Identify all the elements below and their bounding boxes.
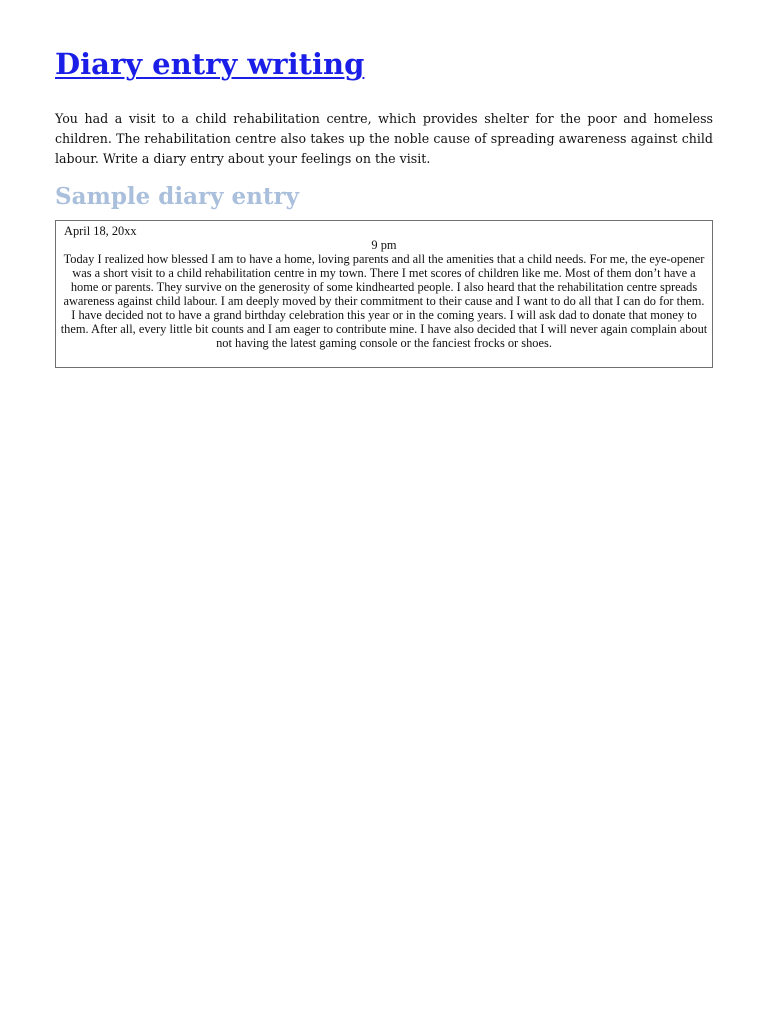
writing-prompt: You had a visit to a child rehabilitation centre, which provides shelter for the poor and homeless children. The rehabilitation centre also takes up the noble cause of spreading awareness against child labour. Write a diary entry about your feelings on the visit. — [55, 111, 713, 166]
diary-date: April 18, 20xx — [64, 224, 137, 238]
section-heading-sample: Sample diary entry — [55, 183, 299, 210]
page-title[interactable]: Diary entry writing — [55, 47, 365, 81]
diary-entry-box — [55, 220, 713, 368]
diary-body-text: Today I realized how blessed I am to have a home, loving parents and all the amenities that a child needs. For me, the eye-opener was a short visit to a child rehabilitation centre in my town. There I met scores of children like me. Most of them don’t have a home or parents. They survive on the generosity of some kindhearted people. I also heard that the rehabilitation centre spreads awareness against child labour. I am deeply moved by their commitment to their cause and I want to do all that I can do for them. I have decided not to have a grand birthday celebration this year or in the coming years. I will ask dad to donate that money to them. After all, every little bit counts and I am eager to contribute mine. I have also decided that I will never again complain about not having the latest gaming console or the fanciest frocks or shoes. — [60, 252, 708, 350]
diary-time: 9 pm — [371, 238, 397, 252]
